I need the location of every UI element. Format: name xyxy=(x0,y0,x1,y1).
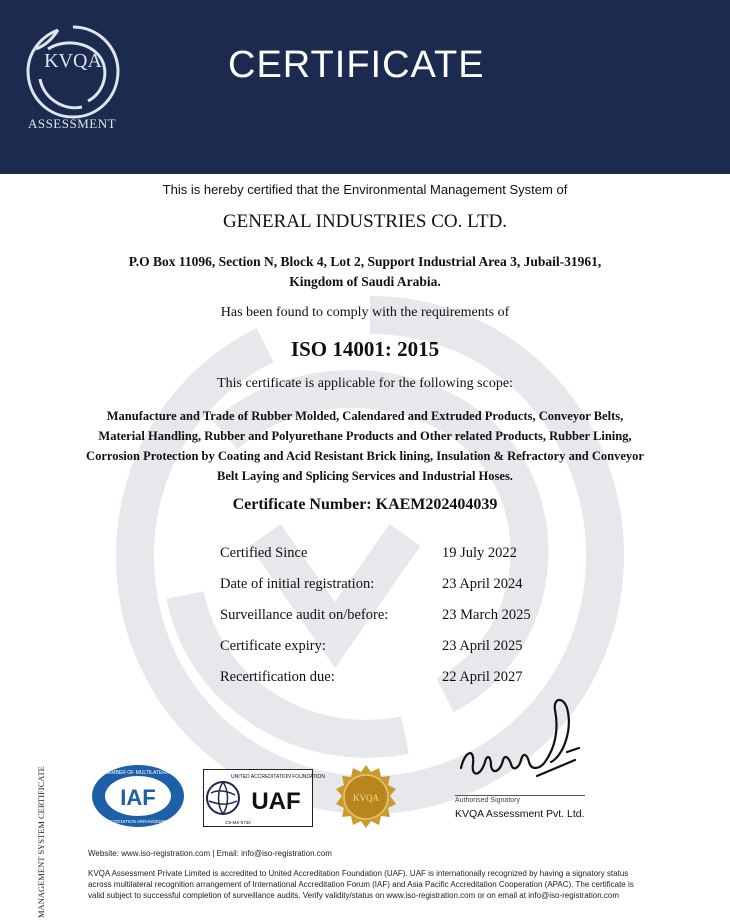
svg-text:KVQA: KVQA xyxy=(353,793,379,803)
date-value: 22 April 2027 xyxy=(442,669,523,685)
date-row xyxy=(220,607,560,638)
signatory-organization: KVQA Assessment Pvt. Ltd. xyxy=(455,808,585,820)
certificate-number: Certificate Number: KAEM202404039 xyxy=(232,496,498,513)
address-line-1: P.O Box 11096, Section N, Block 4, Lot 2, Support Industrial Area 3, Jubail-31961, xyxy=(128,254,602,269)
footer-legal: KVQA Assessment Private Limited is accredited to United Accreditation Foundation (UAF). UAF is internationally recognized by having a signatory status across multilateral recognition arrangement of International Accreditation Forum (IAF) and Asia Pacific Accreditation Cooperation (APAC). The certificate is valid subject to successful completion of surveillance audits. Verify validity/status on www.iso-registration.com or on email at info@iso-registration.com xyxy=(88,869,634,900)
svg-text:UAF: UAF xyxy=(251,788,301,815)
iso-standard: ISO 14001: 2015 xyxy=(290,337,440,361)
date-label: Surveillance audit on/before: xyxy=(220,607,389,623)
iaf-logo-icon xyxy=(90,763,186,829)
date-label: Date of initial registration: xyxy=(220,576,375,592)
company-name: GENERAL INDUSTRIES CO. LTD. xyxy=(222,211,508,232)
date-label: Certificate expiry: xyxy=(220,638,326,654)
company-address xyxy=(100,252,630,292)
date-label: Certified Since xyxy=(220,545,308,561)
intro-text: This is hereby certified that the Environmental Management System of xyxy=(162,182,568,197)
page-title: CERTIFICATE xyxy=(228,44,485,86)
comply-text: Has been found to comply with the requirements of xyxy=(220,305,510,320)
logo-text: ASSESSMENT xyxy=(27,116,117,131)
date-value: 19 July 2022 xyxy=(442,545,517,561)
svg-text:IAF: IAF xyxy=(120,785,156,810)
certificate-dates xyxy=(220,545,560,700)
date-label: Recertification due: xyxy=(220,669,335,685)
date-value: 23 March 2025 xyxy=(442,607,531,623)
signature-line xyxy=(455,795,585,796)
date-row xyxy=(220,576,560,607)
scope-intro: This certificate is applicable for the following scope: xyxy=(217,376,513,391)
date-value: 23 April 2025 xyxy=(442,638,523,654)
scope-text: Manufacture and Trade of Rubber Molded, Calendared and Extruded Products, Conveyor Belts, Material Handling, Rubber and Polyurethane Products and Other related Products, Rubber Lining, Corrosion Protection by Coating and Acid Resistant Brick lining, Insulation & Refractory and Conveyor Belt Laying and Splicing Services and Industrial Hoses. xyxy=(86,409,644,483)
svg-text:UNITED ACCREDITATION FOUNDATIO: UNITED ACCREDITATION FOUNDATION xyxy=(231,774,325,780)
side-text: MANAGEMENT SYSTEM CERTIFICATE xyxy=(36,766,46,918)
date-row xyxy=(220,545,560,576)
footer-contact: Website: www.iso-registration.com | Email: info@iso-registration.com xyxy=(88,849,332,858)
date-row xyxy=(220,638,560,669)
svg-text:RECOGNITION ARRANGEMENT: RECOGNITION ARRANGEMENT xyxy=(104,819,172,824)
svg-text:MEMBER OF MULTILATERAL: MEMBER OF MULTILATERAL xyxy=(103,770,173,776)
svg-text:KVQA: KVQA xyxy=(44,50,102,72)
address-line-2: Kingdom of Saudi Arabia. xyxy=(289,274,441,289)
signature-icon xyxy=(455,690,595,800)
svg-text:C9-MS-5730: C9-MS-5730 xyxy=(225,820,251,825)
date-value: 23 April 2024 xyxy=(442,576,523,592)
uaf-logo-icon xyxy=(203,769,325,827)
gold-seal-icon xyxy=(333,764,399,830)
signatory-label: Authorised Signatory xyxy=(455,797,520,804)
certificate-header xyxy=(0,0,730,174)
